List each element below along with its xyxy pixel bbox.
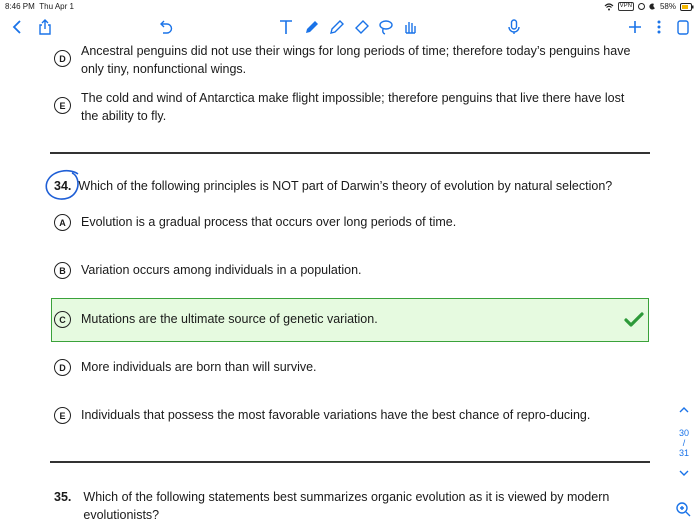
option-33-e (54, 89, 634, 125)
battery-icon (680, 3, 694, 11)
option-text: Ancestral penguins did not use their wings for long periods of time; therefore today’s penguins have only tiny, nonfunctional wings. (81, 44, 631, 76)
plus-icon (628, 20, 642, 34)
undo-icon (159, 19, 173, 35)
ink-circle-annotation[interactable] (44, 168, 84, 204)
undo-button[interactable] (155, 16, 177, 38)
option-34-a (54, 214, 456, 231)
option-33-d (54, 42, 634, 78)
page-indicator (676, 428, 692, 458)
chevron-up-icon (679, 406, 689, 413)
highlighter-icon (329, 19, 345, 35)
option-text: Evolution is a gradual process that occurs over long periods of time. (81, 215, 457, 229)
text-tool-button[interactable] (275, 16, 297, 38)
pen-tool-button[interactable] (301, 16, 323, 38)
chevron-down-icon (679, 470, 689, 477)
question-34 (54, 177, 612, 195)
option-34-b (54, 262, 362, 279)
status-bar (0, 0, 700, 14)
option-text: More individuals are born than will survive. (81, 360, 317, 374)
battery-percent: 58% (659, 2, 676, 11)
wifi-icon (604, 3, 614, 11)
checkmark-icon (624, 312, 644, 328)
share-button[interactable] (34, 16, 56, 38)
option-letter: C (54, 311, 71, 328)
page-separator: / (682, 438, 686, 448)
option-letter: E (54, 97, 71, 114)
microphone-button[interactable] (503, 16, 525, 38)
pen-icon (304, 19, 320, 35)
option-text: The cold and wind of Antarctica make flight impossible; therefore penguins that live there have lost the ability to fly. (81, 91, 625, 123)
eraser-tool-button[interactable] (351, 16, 373, 38)
document-page[interactable] (0, 40, 700, 525)
option-34-d (54, 359, 317, 376)
moon-icon (649, 3, 656, 10)
zoom-in-icon (675, 501, 691, 517)
eraser-icon (354, 19, 370, 35)
status-date: Thu Apr 1 (39, 2, 74, 11)
option-letter: A (54, 214, 71, 231)
option-34-c (54, 311, 378, 328)
next-page-button[interactable] (676, 469, 692, 479)
status-time: 8:46 PM (5, 2, 35, 11)
option-letter: E (54, 407, 71, 424)
zoom-button[interactable] (674, 501, 692, 519)
question-number: 34. (54, 179, 72, 193)
more-options-button[interactable] (648, 16, 670, 38)
lasso-tool-button[interactable] (375, 16, 397, 38)
page-icon (677, 20, 689, 35)
page-view-button[interactable] (672, 16, 694, 38)
back-button[interactable] (6, 16, 28, 38)
vpn-badge: VPN (619, 3, 632, 9)
option-34-e (54, 407, 590, 424)
option-text: Individuals that possess the most favorable variations have the best chance of repro-ducing. (81, 408, 591, 422)
previous-page-button[interactable] (676, 405, 692, 415)
question-text: Which of the following statements best summarizes organic evolution as it is viewed by modern evolutionists? (83, 490, 610, 522)
option-letter: D (54, 50, 71, 67)
more-vertical-icon (657, 20, 661, 34)
option-text: Variation occurs among individuals in a population. (81, 263, 362, 277)
current-page: 30 (678, 428, 689, 438)
option-letter: D (54, 359, 71, 376)
toolbar (0, 14, 700, 40)
section-divider (50, 461, 650, 463)
microphone-icon (508, 19, 520, 35)
option-letter: B (54, 262, 71, 279)
highlighter-tool-button[interactable] (326, 16, 348, 38)
lasso-icon (378, 19, 394, 35)
shapes-tool-button[interactable] (399, 16, 421, 38)
total-pages: 31 (678, 448, 689, 458)
text-icon (279, 19, 293, 35)
question-text: Which of the following principles is NOT part of Darwin’s theory of evolution by natural selection? (78, 179, 613, 193)
section-divider (50, 152, 650, 154)
option-text: Mutations are the ultimate source of genetic variation. (81, 312, 378, 326)
share-icon (38, 19, 52, 35)
question-number: 35. (54, 490, 72, 504)
chevron-left-icon (11, 20, 23, 34)
location-icon (638, 3, 645, 10)
add-page-button[interactable] (624, 16, 646, 38)
hand-draw-icon (402, 19, 418, 35)
question-35 (54, 488, 654, 524)
